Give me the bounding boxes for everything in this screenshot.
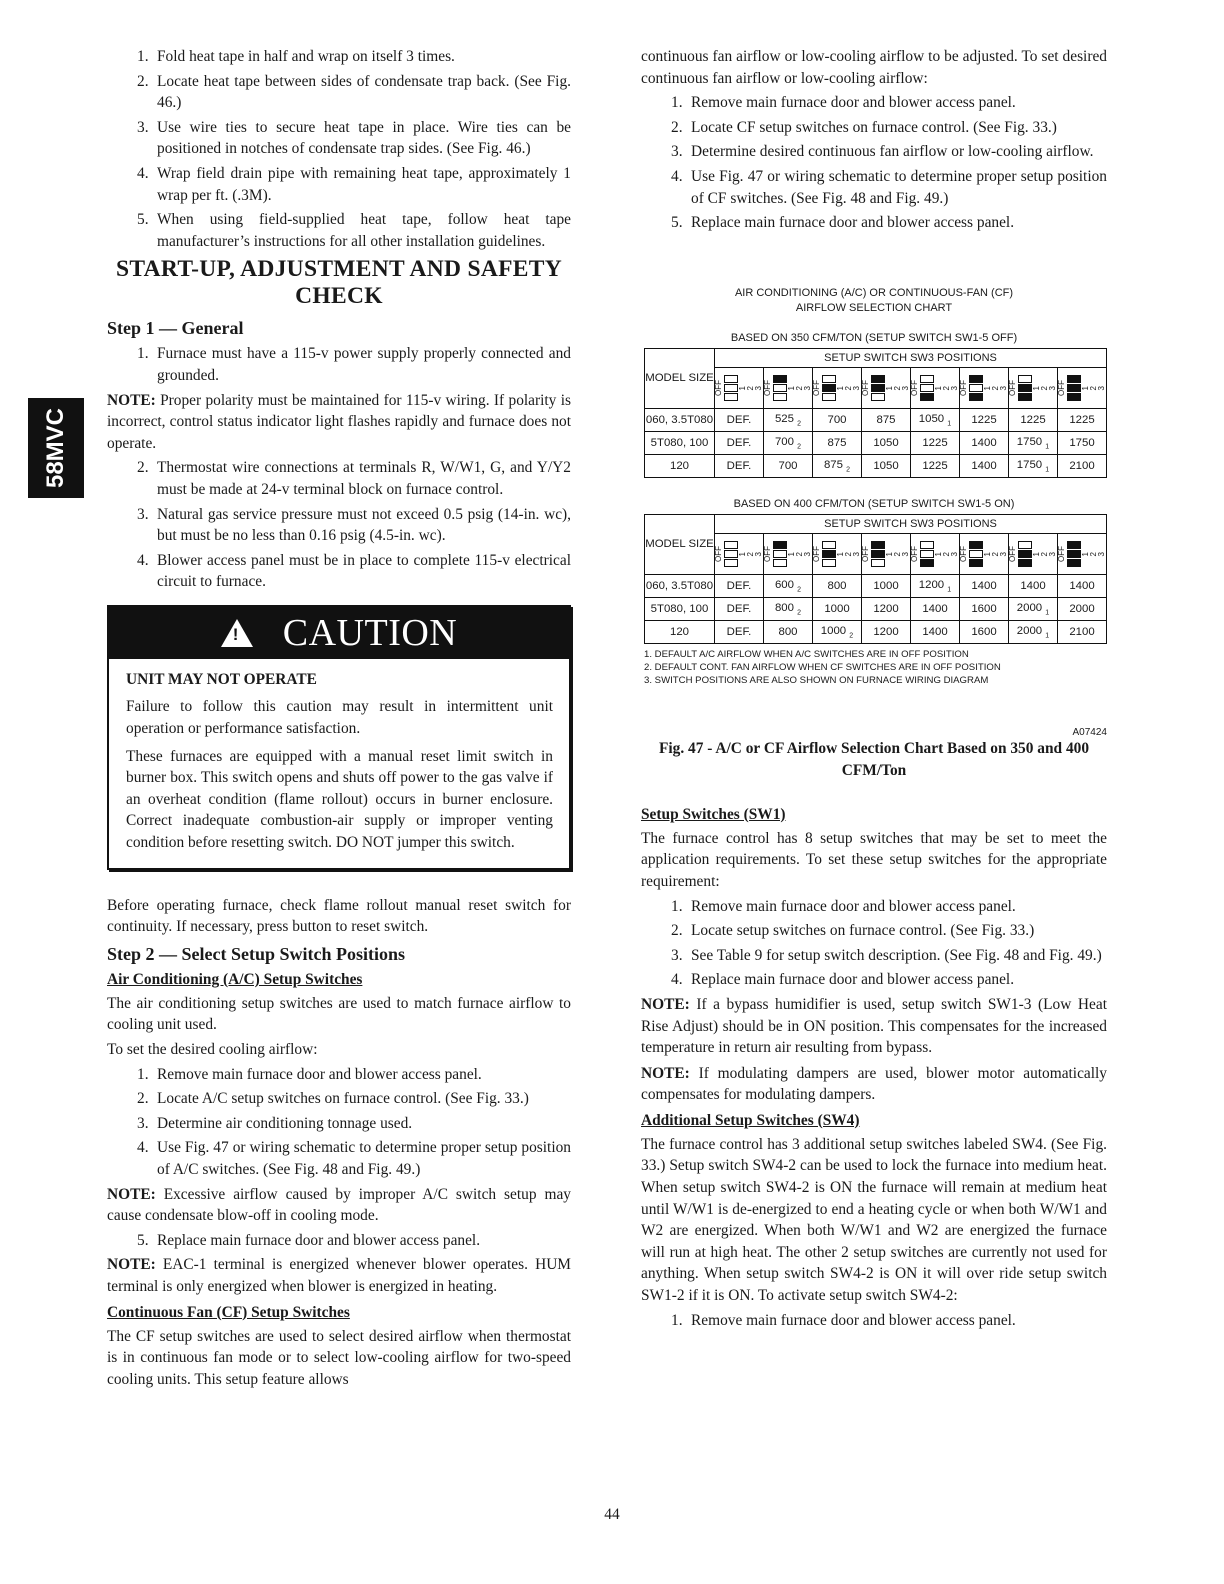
table-row	[645, 408, 1107, 431]
airflow-cell: DEF.	[715, 574, 764, 597]
list-item: 3. Determine desired continuous fan airflow or low-cooling airflow.	[671, 143, 1094, 161]
dip-switch-icon: OFF 1 2 3	[764, 533, 813, 574]
figure-47	[641, 286, 1107, 782]
step1-list-b	[107, 457, 571, 593]
cf-continued: continuous fan airflow or low-cooling airflow to be adjusted. To set desired continuous fan airflow or low-cooling airflow:	[641, 48, 1107, 87]
sw4-paragraph: The furnace control has 3 additional setup switches labeled SW4. (See Fig. 33.) Setup switch SW4-2 can be used to lock the furnace into medium heat. When setup switch SW4-2 is ON the furnace will remain at medium heat until W/W1 is de-energized to end a heating cycle or when both W/W1 and W2 are energized. When both W/W1 and W2 are energized the furnace will run at high heat. The other 2 setup switches are currently not used for anything. When setup switch SW4-2 is ON it will over ride setup switch SW1-2 if it is ON. To activate setup switch SW4-2:	[641, 1135, 1107, 1305]
model-cell: 060, 3.5T080	[645, 574, 715, 597]
airflow-cell: 1000	[813, 597, 862, 620]
list-item: 1. Remove main furnace door and blower access panel.	[137, 1065, 482, 1083]
cf-steps	[641, 92, 1107, 234]
list-item: 4. Use Fig. 47 or wiring schematic to determine proper setup position of CF switches. (See Fig. 48 and Fig. 49.)	[671, 167, 1107, 207]
model-size-header: MODEL SIZE	[645, 514, 715, 574]
airflow-cell: 1400	[960, 431, 1009, 454]
list-item: 2. Locate setup switches on furnace control. (See Fig. 33.)	[671, 922, 1035, 940]
dip-switch-icon: OFF 1 2 3	[813, 367, 862, 408]
figure-title-line-1: AIR CONDITIONING (A/C) OR CONTINUOUS-FAN (CF)	[734, 286, 1014, 299]
side-tab: 58MVC	[28, 398, 84, 498]
dip-switch-icon: OFF 1 2 3	[1058, 367, 1107, 408]
figure-code: A07424	[1072, 726, 1107, 738]
table-row	[645, 574, 1107, 597]
dip-switch-icon: OFF 1 2 3	[960, 367, 1009, 408]
after-caution-text: Before operating furnace, check flame rollout manual reset switch for continuity. If necessary, press button to reset switch.	[107, 896, 571, 936]
dip-switch-icon: OFF 1 2 3	[1058, 533, 1107, 574]
list-item: 1. Furnace must have a 115-v power supply properly connected and grounded.	[137, 345, 571, 384]
airflow-cell: 875	[813, 431, 862, 454]
airflow-cell: DEF.	[715, 597, 764, 620]
airflow-cell: 1000	[862, 574, 911, 597]
airflow-cell: 2100	[1058, 454, 1107, 477]
dip-switch-icon: OFF 1 2 3	[862, 367, 911, 408]
footnote: 2. DEFAULT CONT. FAN AIRFLOW WHEN CF SWITCHES ARE IN OFF POSITION	[644, 661, 1001, 673]
dip-switch-icon: OFF 1 2 3	[1009, 533, 1058, 574]
table-row	[645, 597, 1107, 620]
list-item: 2. Locate CF setup switches on furnace control. (See Fig. 33.)	[671, 118, 1057, 136]
list-item: 4. Wrap field drain pipe with remaining heat tape, approximately 1 wrap per ft. (.3M).	[137, 164, 571, 204]
table-row	[645, 620, 1107, 643]
airflow-cell: 1225	[1058, 408, 1107, 431]
table-350-title: BASED ON 350 CFM/TON (SETUP SWITCH SW1-5 OFF)	[730, 331, 1018, 344]
list-item: 5. Replace main furnace door and blower access panel.	[671, 214, 1015, 232]
airflow-cell: 1750	[1058, 431, 1107, 454]
figure-title-line-2: AIRFLOW SELECTION CHART	[795, 301, 953, 314]
left-column	[107, 46, 571, 1390]
heat-tape-steps	[107, 46, 571, 252]
list-item: 1. Remove main furnace door and blower access panel.	[671, 1311, 1016, 1329]
caution-banner	[109, 607, 569, 659]
list-item: 3. Natural gas service pressure must not exceed 0.5 psig (14-in. wc), but must be no less than 0.16 psig (4.5-in. wc).	[137, 505, 571, 545]
airflow-cell: 1200 $_1$	[911, 574, 960, 597]
airflow-cell: 1400	[960, 454, 1009, 477]
airflow-cell: 700	[813, 408, 862, 431]
airflow-cell: 1600	[960, 597, 1009, 620]
airflow-cell: 1225	[1009, 408, 1058, 431]
airflow-cell: 800	[764, 620, 813, 643]
airflow-cell: 800	[813, 574, 862, 597]
list-item: 5. Replace main furnace door and blower access panel.	[137, 1231, 481, 1249]
airflow-table-350	[644, 348, 1107, 478]
list-item: 2. Thermostat wire connections at terminals R, W/W1, G, and Y/Y2 must be made at 24-v terminal block on furnace control.	[137, 459, 571, 498]
airflow-cell: 600 $_2$	[764, 574, 813, 597]
ac-paragraph-1: The air conditioning setup switches are used to match furnace airflow to cooling unit used.	[107, 994, 571, 1034]
sw1-steps	[641, 896, 1107, 991]
airflow-cell: 1600	[960, 620, 1009, 643]
dip-switch-icon: OFF 1 2 3	[960, 533, 1009, 574]
footnote: 3. SWITCH POSITIONS ARE ALSO SHOWN ON FURNACE WIRING DIAGRAM	[644, 674, 989, 686]
caution-word: CAUTION	[282, 611, 458, 654]
figure-caption: Fig. 47 - A/C or CF Airflow Selection Chart Based on 350 and 400 CFM/Ton	[658, 739, 1090, 779]
list-item: 2. Locate heat tape between sides of condensate trap back. (See Fig. 46.)	[137, 72, 571, 112]
ac-steps	[107, 1064, 571, 1181]
model-cell: 5T080, 100	[645, 431, 715, 454]
list-item: 1. Remove main furnace door and blower access panel.	[671, 897, 1016, 915]
airflow-cell: 2000 $_1$	[1009, 597, 1058, 620]
sw1-title: Setup Switches (SW1)	[641, 805, 786, 823]
dip-switch-icon: OFF 1 2 3	[715, 367, 764, 408]
airflow-cell: DEF.	[715, 408, 764, 431]
table-row	[645, 431, 1107, 454]
caution-text-2: These furnaces are equipped with a manual reset limit switch in burner box. This switch opens and shuts off power to the gas valve if an overheat condition (flame rollout) occurs in burner enclosure. Correct inadequate combustion-air supply or improper venting condition before resetting switch. DO NOT jumper this switch.	[126, 747, 553, 852]
list-item: 3. Use wire ties to secure heat tape in place. Wire ties can be positioned in notches of condensate trap sides. (See Fig. 46.)	[137, 118, 571, 158]
dip-switch-icon: OFF 1 2 3	[1009, 367, 1058, 408]
airflow-cell: 1050	[862, 454, 911, 477]
airflow-cell: DEF.	[715, 620, 764, 643]
ac-title: Air Conditioning (A/C) Setup Switches	[107, 970, 363, 988]
airflow-cell: 1000 $_2$	[813, 620, 862, 643]
note-dampers: NOTE: If modulating dampers are used, blower motor automatically compensates for modulating dampers.	[641, 1064, 1107, 1104]
note-eac: NOTE: EAC-1 terminal is energized whenever blower operates. HUM terminal is only energized when blower is energized in heating.	[107, 1256, 571, 1295]
list-item: 4. Use Fig. 47 or wiring schematic to determine proper setup position of A/C switches. (See Fig. 48 and Fig. 49.)	[137, 1139, 571, 1178]
cf-title: Continuous Fan (CF) Setup Switches	[107, 1303, 350, 1321]
airflow-cell: 1050 $_1$	[911, 408, 960, 431]
airflow-cell: 2100	[1058, 620, 1107, 643]
airflow-cell: 1200	[862, 620, 911, 643]
list-item: 3. See Table 9 for setup switch description. (See Fig. 48 and Fig. 49.)	[671, 946, 1102, 964]
warning-icon: !	[221, 619, 253, 647]
list-item: 3. Determine air conditioning tonnage used.	[137, 1114, 413, 1132]
list-item: 5. When using field-supplied heat tape, follow heat tape manufacturer’s instructions for all other installation guidelines.	[137, 211, 571, 250]
airflow-cell: 1400	[1009, 574, 1058, 597]
ac-step-5	[107, 1230, 571, 1252]
table-row	[645, 454, 1107, 477]
page-number: 44	[604, 1506, 620, 1523]
step1-title: Step 1 — General	[107, 318, 244, 339]
sw4-steps	[641, 1310, 1107, 1332]
list-item: 2. Locate A/C setup switches on furnace control. (See Fig. 33.)	[137, 1090, 529, 1108]
list-item: 1. Remove main furnace door and blower access panel.	[671, 94, 1016, 112]
airflow-cell: 1750 $_1$	[1009, 454, 1058, 477]
airflow-cell: 1200	[862, 597, 911, 620]
model-cell: 120	[645, 620, 715, 643]
airflow-cell: 1225	[911, 431, 960, 454]
dip-switch-icon: OFF 1 2 3	[715, 533, 764, 574]
dip-switch-icon: OFF 1 2 3	[813, 533, 862, 574]
airflow-cell: 1050	[862, 431, 911, 454]
airflow-table-400	[644, 514, 1107, 644]
airflow-cell: 1400	[911, 597, 960, 620]
switch-positions-header: SETUP SWITCH SW3 POSITIONS	[715, 348, 1107, 367]
model-cell: 060, 3.5T080	[645, 408, 715, 431]
airflow-cell: 700	[764, 454, 813, 477]
list-item: 4. Blower access panel must be in place to complete 115-v electrical circuit to furnace.	[137, 551, 571, 591]
airflow-cell: 875	[862, 408, 911, 431]
airflow-cell: 875 $_2$	[813, 454, 862, 477]
step1-list-a	[107, 343, 571, 386]
list-item: 4. Replace main furnace door and blower access panel.	[671, 971, 1015, 989]
airflow-cell: 1400	[1058, 574, 1107, 597]
section-title: START-UP, ADJUSTMENT AND SAFETY CHECK	[116, 256, 562, 310]
dip-switch-icon: OFF 1 2 3	[862, 533, 911, 574]
note-polarity: NOTE: Proper polarity must be maintained for 115-v wiring. If polarity is incorrect, control status indicator light flashes rapidly and furnace does not operate.	[107, 391, 571, 452]
airflow-cell: DEF.	[715, 454, 764, 477]
model-cell: 5T080, 100	[645, 597, 715, 620]
airflow-cell: 1750 $_1$	[1009, 431, 1058, 454]
footnote: 1. DEFAULT A/C AIRFLOW WHEN A/C SWITCHES ARE IN OFF POSITION	[644, 648, 969, 660]
airflow-cell: 1225	[911, 454, 960, 477]
ac-paragraph-2: To set the desired cooling airflow:	[107, 1041, 318, 1058]
dip-switch-icon: OFF 1 2 3	[764, 367, 813, 408]
right-column	[641, 46, 1107, 1334]
airflow-cell: 1400	[960, 574, 1009, 597]
airflow-cell: 700 $_2$	[764, 431, 813, 454]
caution-box	[107, 605, 571, 870]
airflow-cell: 800 $_2$	[764, 597, 813, 620]
model-cell: 120	[645, 454, 715, 477]
table-400-title: BASED ON 400 CFM/TON (SETUP SWITCH SW1-5 ON)	[733, 497, 1015, 510]
figure-footnotes	[644, 648, 1107, 687]
note-airflow: NOTE: Excessive airflow caused by improper A/C switch setup may cause condensate blow-off in cooling mode.	[107, 1185, 571, 1225]
cf-paragraph: The CF setup switches are used to select desired airflow when thermostat is in continuous fan mode or to select low-cooling airflow for two-speed cooling units. This setup feature allows	[107, 1327, 571, 1388]
caution-heading: UNIT MAY NOT OPERATE	[126, 670, 317, 688]
airflow-cell: DEF.	[715, 431, 764, 454]
airflow-cell: 525 $_2$	[764, 408, 813, 431]
airflow-cell: 2000	[1058, 597, 1107, 620]
airflow-cell: 1225	[960, 408, 1009, 431]
caution-text-1: Failure to follow this caution may result in intermittent unit operation or performance satisfaction.	[126, 698, 553, 738]
model-size-header: MODEL SIZE	[645, 348, 715, 408]
switch-positions-header: SETUP SWITCH SW3 POSITIONS	[715, 514, 1107, 533]
dip-switch-icon: OFF 1 2 3	[911, 533, 960, 574]
step2-title: Step 2 — Select Setup Switch Positions	[107, 943, 406, 964]
sw4-title: Additional Setup Switches (SW4)	[641, 1111, 860, 1129]
note-bypass: NOTE: If a bypass humidifier is used, setup switch SW1-3 (Low Heat Rise Adjust) should be in ON position. This compensates for the increased temperature in return air resulting from bypass.	[641, 995, 1107, 1057]
airflow-cell: 1400	[911, 620, 960, 643]
airflow-cell: 2000 $_1$	[1009, 620, 1058, 643]
list-item: 1. Fold heat tape in half and wrap on itself 3 times.	[137, 48, 455, 65]
sw1-paragraph: The furnace control has 8 setup switches that may be set to meet the application requirements. To set these setup switches for the appropriate requirement:	[641, 829, 1107, 890]
dip-switch-icon: OFF 1 2 3	[911, 367, 960, 408]
